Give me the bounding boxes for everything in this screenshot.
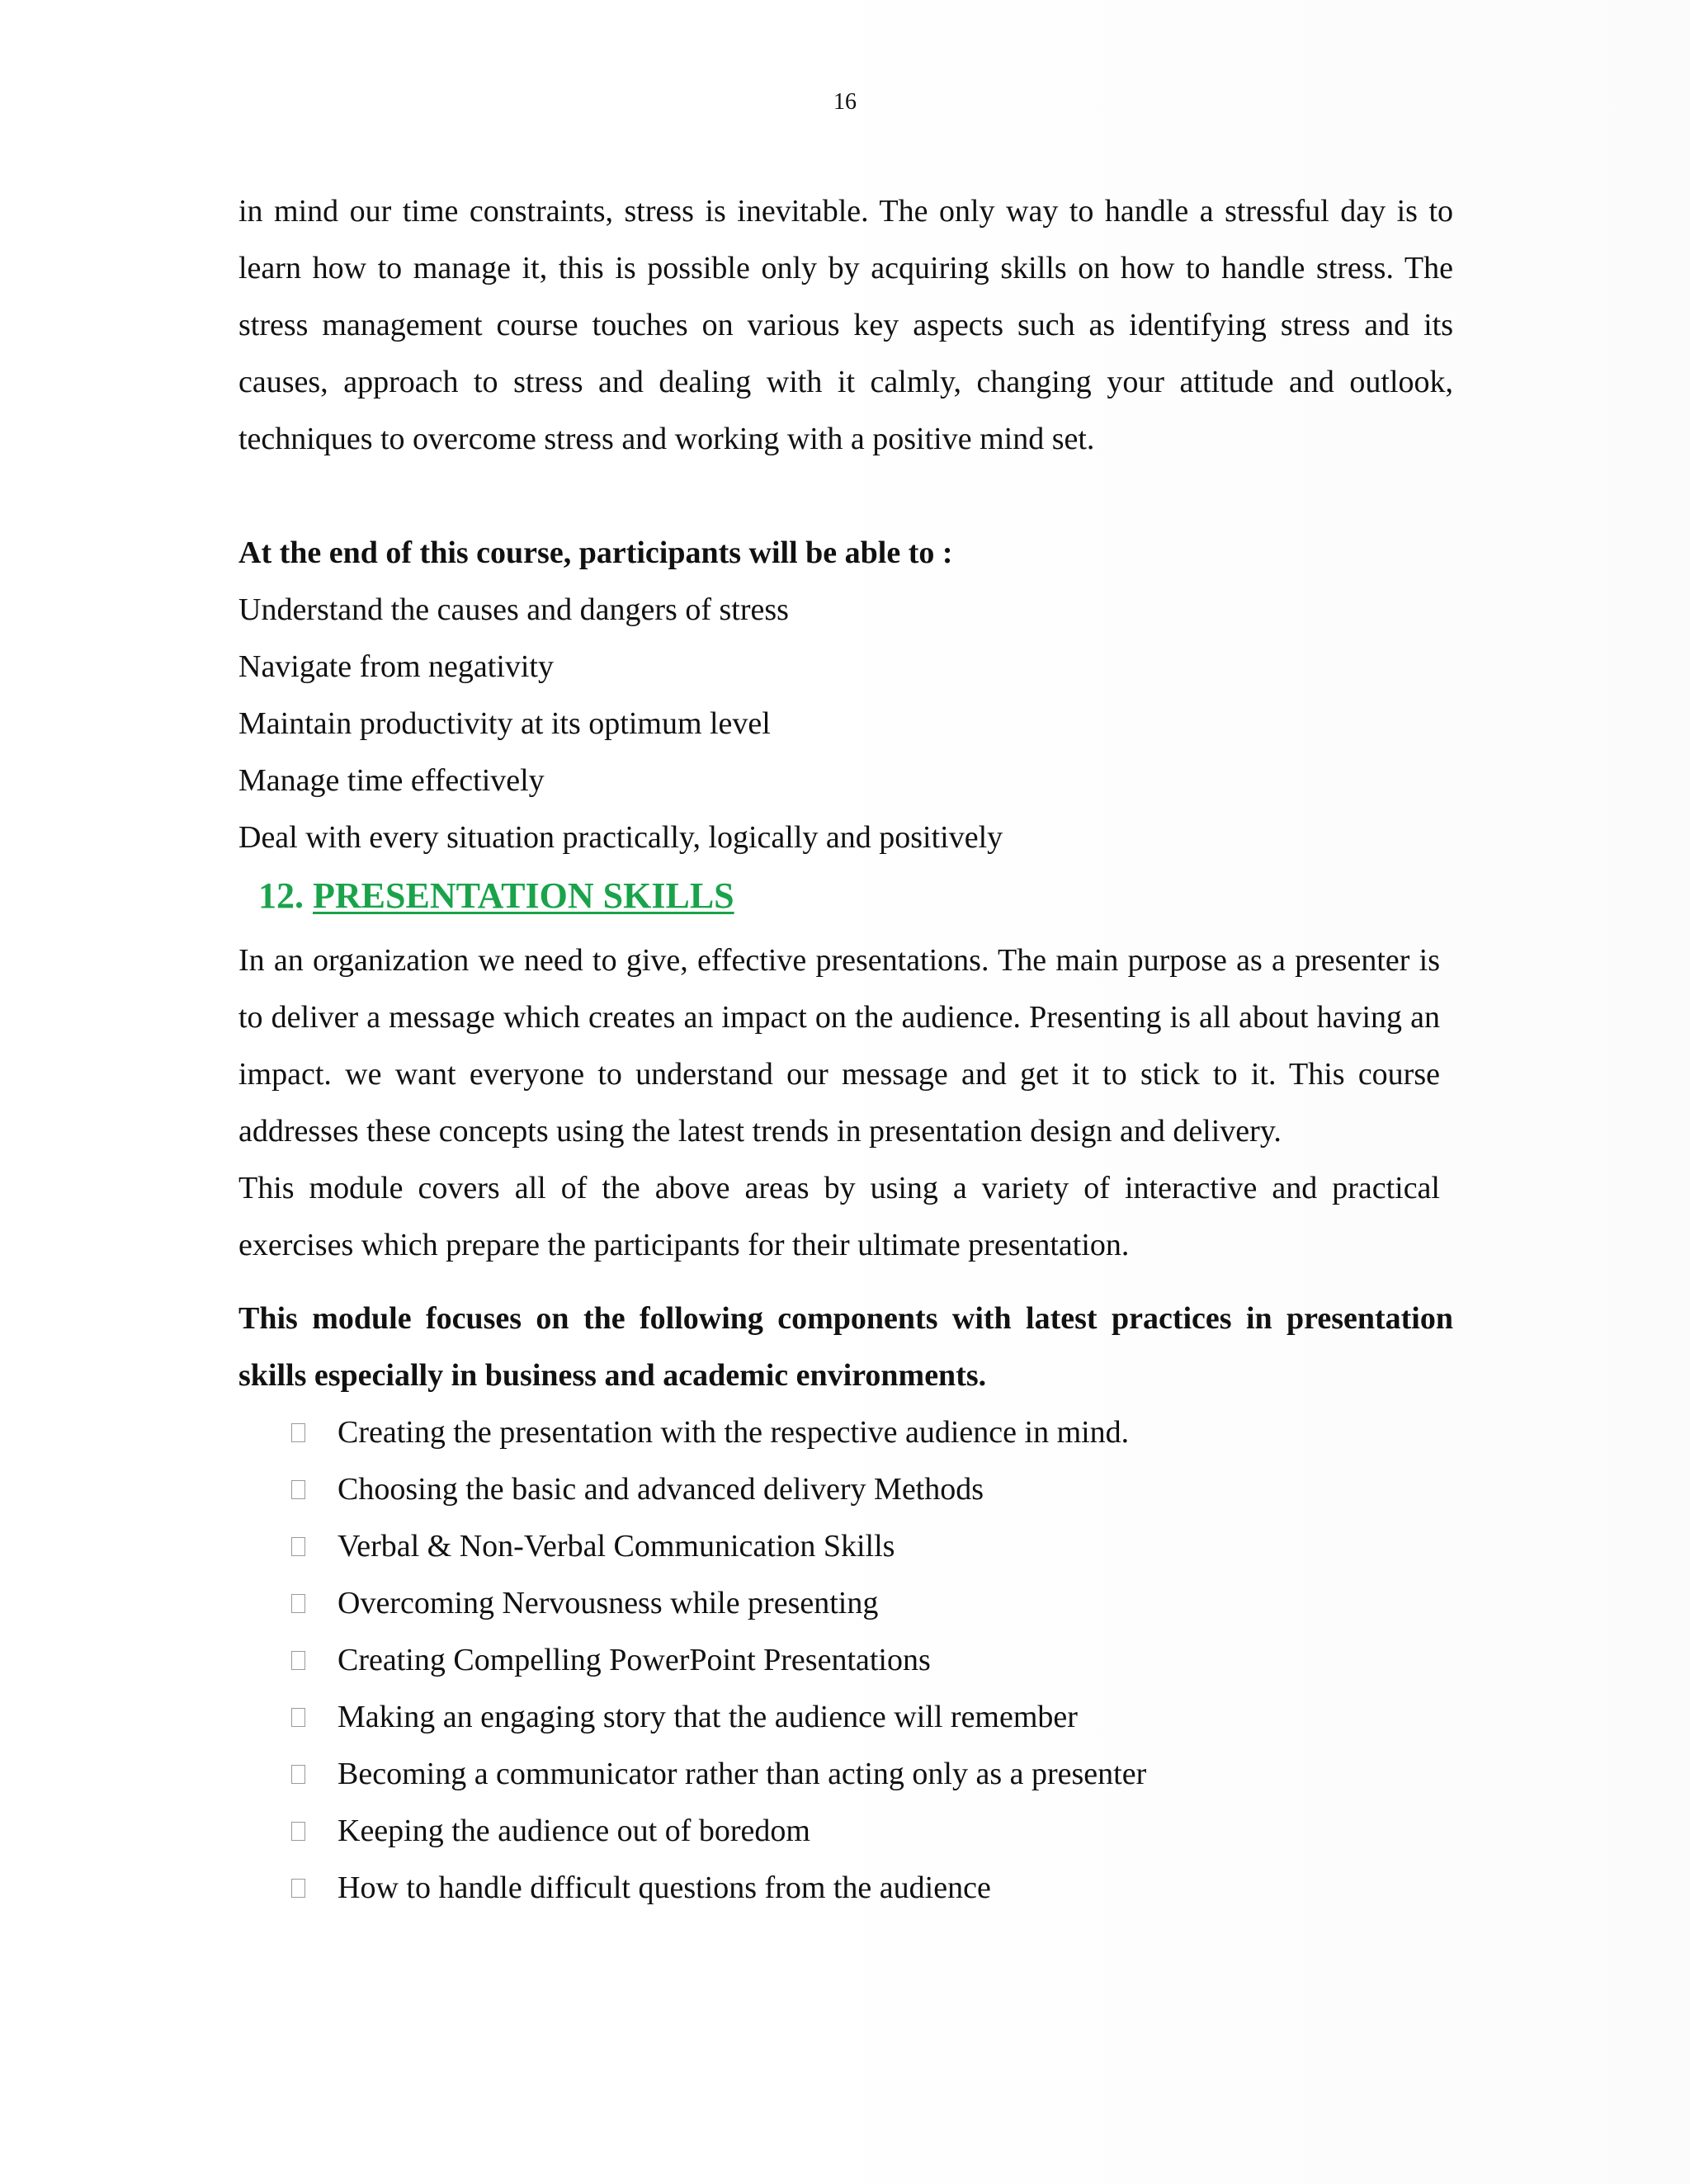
- bullet-box-icon: [291, 1708, 305, 1727]
- components-list: [238, 1404, 1453, 1917]
- outcome-item: Maintain productivity at its optimum level: [238, 706, 771, 741]
- bullet-box-icon: [291, 1765, 305, 1784]
- bullet-box-icon: [291, 1594, 305, 1613]
- list-item-text: Making an engaging story that the audience will remember: [338, 1700, 1078, 1734]
- outcome-item: Manage time effectively: [238, 763, 545, 798]
- list-item: [238, 1575, 1453, 1632]
- list-item: [238, 1404, 1453, 1461]
- list-item-text: Choosing the basic and advanced delivery Methods: [338, 1472, 984, 1507]
- outcome-item: Deal with every situation practically, logically and positively: [238, 820, 1003, 855]
- page-number: 16: [833, 89, 857, 115]
- outcomes-list: [238, 582, 1453, 866]
- outcomes-heading: At the end of this course, participants will be able to :: [238, 535, 953, 570]
- page-content: [238, 183, 1453, 1917]
- section-paragraph-2: This module covers all of the above areas by using a variety of interactive and practical exercises which prepare the participants for their ultimate presentation.: [238, 1171, 1440, 1262]
- list-item-text: Becoming a communicator rather than acting only as a presenter: [338, 1757, 1147, 1791]
- list-item-text: Keeping the audience out of boredom: [338, 1814, 810, 1848]
- bullet-box-icon: [291, 1651, 305, 1670]
- list-item-text: Creating the presentation with the respective audience in mind.: [338, 1415, 1130, 1450]
- bullet-box-icon: [291, 1537, 305, 1556]
- section-heading: [258, 866, 1453, 926]
- bullet-box-icon: [291, 1822, 305, 1841]
- intro-paragraph: in mind our time constraints, stress is inevitable. The only way to handle a stressful day is to learn how to manage it, this is possible only by acquiring skills on how to handle stress. The stress management course touches on various key aspects such as identifying stress and its causes, approach to stress and dealing with it calmly, changing your attitude and outlook, techniques to overcome stress and working with a positive mind set.: [238, 194, 1453, 456]
- list-item-text: Overcoming Nervousness while presenting: [338, 1586, 879, 1620]
- list-item: [238, 1518, 1453, 1575]
- outcome-item: Understand the causes and dangers of stress: [238, 592, 789, 627]
- bullet-box-icon: [291, 1480, 305, 1499]
- list-item: [238, 1803, 1453, 1860]
- list-item-text: How to handle difficult questions from the audience: [338, 1870, 991, 1905]
- list-item: [238, 1746, 1453, 1803]
- spacer: [238, 468, 1453, 525]
- bullet-box-icon: [291, 1423, 305, 1442]
- list-item-text: Creating Compelling PowerPoint Presentations: [338, 1643, 931, 1677]
- list-item: [238, 1461, 1453, 1518]
- list-item: [238, 1860, 1453, 1917]
- list-item-text: Verbal & Non-Verbal Communication Skills: [338, 1529, 895, 1564]
- bullet-box-icon: [291, 1879, 305, 1898]
- section-paragraph-1: In an organization we need to give, effective presentations. The main purpose as a presenter is to deliver a message which creates an impact on the audience. Presenting is all about having an impact. we want everyone to understand our message and get it to stick to it. This course addresses these concepts using the latest trends in presentation design and delivery.: [238, 943, 1440, 1149]
- section-title: PRESENTATION SKILLS: [313, 875, 734, 916]
- section-number: 12.: [258, 875, 304, 916]
- focus-heading: This module focuses on the following components with latest practices in presentation skills especially in business and academic environments.: [238, 1301, 1453, 1393]
- list-item: [238, 1632, 1453, 1689]
- list-item: [238, 1689, 1453, 1746]
- outcome-item: Navigate from negativity: [238, 649, 554, 684]
